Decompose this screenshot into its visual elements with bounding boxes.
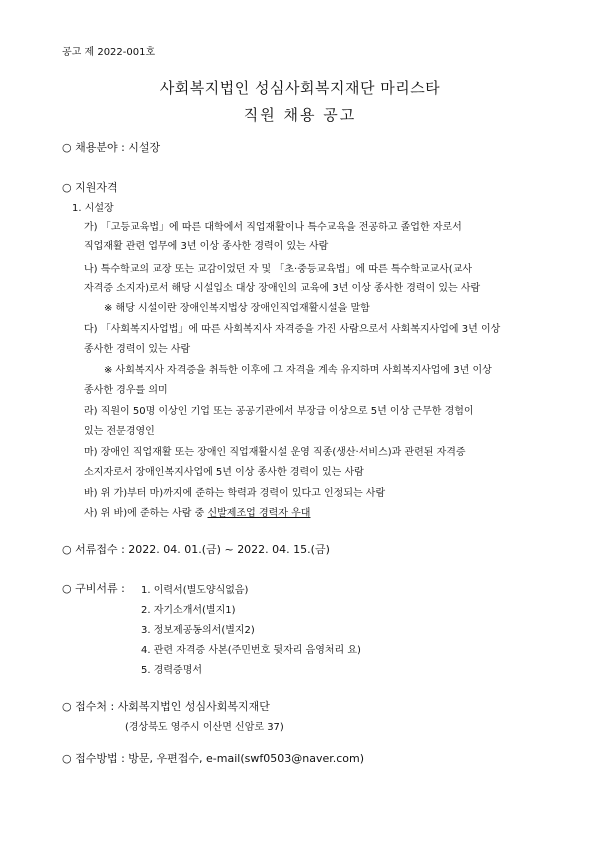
qualification-note: ※ 사회복지사 자격증을 취득한 이후에 그 자격을 계속 유지하며 사회복지사업에 3년 이상 [104, 365, 492, 376]
preference-underlined: 신발제조업 경력자 우대 [207, 508, 311, 519]
document-subtitle: 직원 채용 공고 [243, 106, 357, 124]
reception-address: (경상북도 영주시 이산면 신암로 37) [125, 722, 284, 733]
reception-method: ○ 접수방법 : 방문, 우편접수, e-mail(swf0503@naver.com) [62, 752, 365, 765]
documents-heading: ○ 구비서류 : [62, 582, 125, 595]
qualification-line: 마) 장애인 직업재활 또는 장애인 직업재활시설 운영 직종(생산·서비스)과 관련된 자격증 [84, 447, 466, 458]
qualifications-subheading: 1. 시설장 [72, 203, 114, 214]
reception-place: ○ 접수처 : 사회복지법인 성심사회복지재단 [62, 700, 270, 713]
qualification-line: 가) 「고등교육법」에 따른 대학에서 직업재활이나 특수교육을 전공하고 졸업한 자로서 [84, 222, 462, 233]
document-item: 2. 자기소개서(별지1) [141, 605, 236, 616]
document-item: 1. 이력서(별도양식없음) [141, 585, 249, 596]
document-item: 4. 관련 자격증 사본(주민번호 뒷자리 음영처리 요) [141, 645, 361, 656]
qualification-last-prefix: 사) 위 바)에 준하는 사람 중 [84, 508, 208, 519]
qualification-line: 나) 특수학교의 교장 또는 교감이었던 자 및 「초·중등교육법」에 따른 특수학교교사(교사 [84, 264, 473, 275]
qualifications-heading: ○ 지원자격 [62, 181, 118, 194]
qualification-line: 있는 전문경영인 [84, 426, 155, 437]
qualification-line: 바) 위 가)부터 마)까지에 준하는 학력과 경력이 있다고 인정되는 사람 [84, 488, 386, 499]
reception-period: ○ 서류접수 : 2022. 04. 01.(금) ~ 2022. 04. 15.(금) [62, 543, 330, 556]
qualification-note: ※ 해당 시설이란 장애인복지법상 장애인직업재활시설을 말함 [104, 303, 370, 314]
document-number: 공고 제 2022-001호 [62, 47, 156, 58]
qualification-line-last [84, 504, 310, 519]
qualification-line: 종사한 경력이 있는 사람 [84, 344, 191, 355]
document-item: 5. 경력증명서 [141, 665, 203, 676]
qualification-line: 소지자로서 장애인복지사업에 5년 이상 종사한 경력이 있는 사람 [84, 467, 364, 478]
qualification-line: 다) 「사회복지사업법」에 따른 사회복지사 자격증을 가진 사람으로서 사회복지사업에 3년 이상 [84, 324, 501, 335]
qualification-line: 자격증 소지자)로서 해당 시설입소 대상 장애인의 교육에 3년 이상 종사한 경력이 있는 사람 [84, 283, 481, 294]
recruitment-field: ○ 채용분야 : 시설장 [62, 141, 161, 154]
qualification-line: 종사한 경우를 의미 [84, 385, 168, 396]
document-item: 3. 정보제공동의서(별지2) [141, 625, 255, 636]
qualification-line: 라) 직원이 50명 이상인 기업 또는 공공기관에서 부장급 이상으로 5년 이상 근무한 경험이 [84, 406, 474, 417]
document-title: 사회복지법인 성심사회복지재단 마리스타 [159, 79, 441, 97]
qualification-line: 직업재활 관련 업무에 3년 이상 종사한 경력이 있는 사람 [84, 241, 329, 252]
